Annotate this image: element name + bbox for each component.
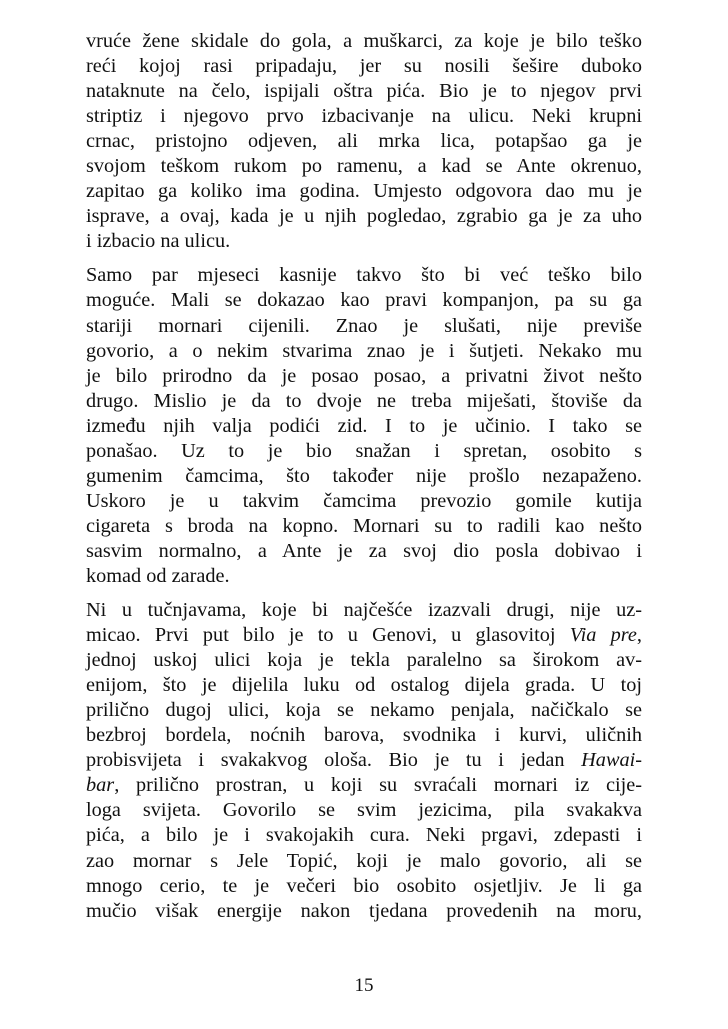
page-number: 15 (354, 975, 374, 996)
text-line: Samo par mjeseci kasnije takvo što bi već teško bilo (86, 264, 642, 287)
paragraph (86, 263, 642, 589)
text-line: sasvim normalno, a Ante je za svoj dio posla dobivao i (86, 539, 642, 562)
text-line: isprave, a ovaj, kada je u njih pogledao, zgrabio ga je za uho (86, 205, 642, 228)
text-line: striptiz i njegovo prvo izbacivanje na ulicu. Neki krupni (86, 105, 642, 128)
text-line: drugo. Mislio je da to dvoje ne treba miješati, štoviše da (86, 389, 642, 412)
text-line: Ni u tučnjavama, koje bi najčešće izazvali drugi, nije uz- (86, 599, 642, 622)
text-line: reći kojoj rasi pripadaju, jer su nosili šešire duboko (86, 55, 642, 78)
text-segment: , (636, 624, 642, 647)
text-line (86, 623, 642, 648)
book-page-body (86, 29, 642, 933)
italic-text: Via pre (569, 624, 637, 647)
text-line (86, 773, 642, 798)
text-line: loga svijeta. Govorilo se svim jezicima, pila svakakva (86, 799, 642, 822)
text-line: vruće žene skidale do gola, a muškarci, za koje je bilo teško (86, 30, 642, 52)
text-line: mnogo cerio, te je večeri bio osobito osjetljiv. Je li ga (86, 874, 642, 897)
text-line: mučio višak energije nakon tjedana provedenih na moru, (86, 899, 642, 922)
text-line: zao mornar s Jele Topić, koji je malo govorio, ali se (86, 849, 642, 872)
text-line: pića, a bilo je i svakojakih cura. Neki prgavi, zdepasti i (86, 824, 642, 847)
text-line: svojom teškom rukom po ramenu, a kad se Ante okrenuo, (86, 155, 642, 178)
paragraph (86, 598, 642, 924)
text-line (86, 748, 642, 773)
text-line: Uskoro je u takvim čamcima prevozio gomile kutija (86, 489, 642, 512)
text-segment: micao. Prvi put bilo je to u Genovi, u glasovitoj (86, 624, 570, 647)
text-line: cigareta s broda na kopno. Mornari su to radili kao nešto (86, 514, 642, 537)
text-line: prilično dugoj ulici, koja se nekamo penjala, načičkalo se (86, 699, 642, 722)
text-line: komad od zarade. (86, 564, 230, 587)
text-line: enijom, što je dijelila luku od ostalog dijela grada. U toj (86, 674, 642, 697)
text-segment: probisvijeta i svakakvog ološa. Bio je tu i jedan (86, 749, 582, 772)
text-line: i izbacio na ulicu. (86, 230, 231, 253)
text-line: jednoj uskoj ulici koja je tekla paralelno sa širokom av- (86, 649, 642, 672)
text-line: gumenim čamcima, što također nije prošlo nezapaženo. (86, 464, 642, 487)
paragraph (86, 29, 642, 254)
text-line: je bilo prirodno da je posao posao, a privatni život nešto (86, 364, 642, 387)
italic-text: bar (86, 774, 115, 797)
text-line: između njih valja podići zid. I to je učinio. I tako se (86, 414, 642, 437)
text-line: ponašao. Uz to je bio snažan i spretan, osobito s (86, 439, 642, 462)
text-line: zapitao ga koliko ima godina. Umjesto odgovora dao mu je (86, 180, 642, 203)
text-line: govorio, a o nekim stvarima znao je i šutjeti. Nekako mu (86, 339, 642, 362)
text-line: nataknute na čelo, ispijali oštra pića. Bio je to njegov prvi (86, 80, 642, 103)
text-line: moguće. Mali se dokazao kao pravi kompanjon, pa su ga (86, 289, 642, 312)
text-segment: , prilično prostran, u koji su svraćali mornari iz cije- (114, 774, 642, 797)
italic-text: Hawai- (581, 749, 642, 772)
text-line: stariji mornari cijenili. Znao je slušati, nije previše (86, 314, 642, 337)
text-line: bezbroj bordela, noćnih barova, svodnika i kurvi, uličnih (86, 724, 642, 747)
text-line: crnac, pristojno odjeven, ali mrka lica, potapšao ga je (86, 130, 642, 153)
